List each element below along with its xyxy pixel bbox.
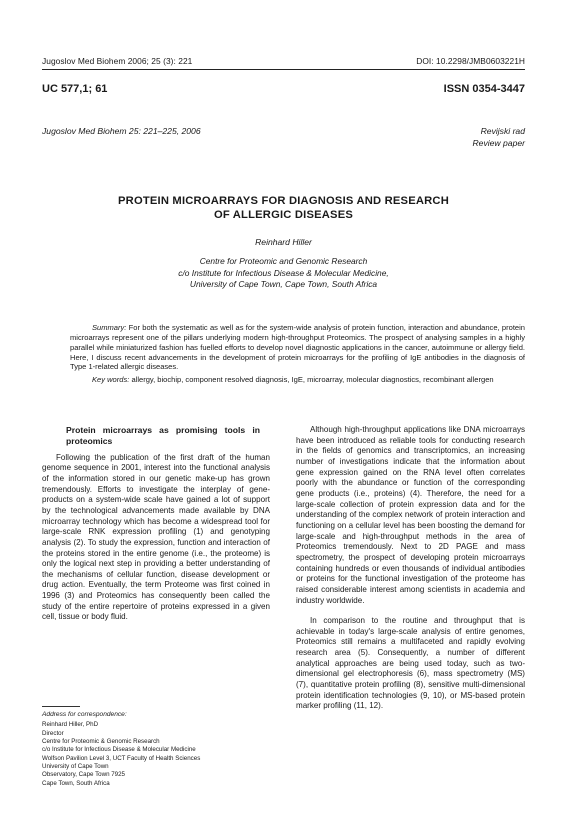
header-rule	[42, 69, 525, 70]
correspondence-line: University of Cape Town	[42, 763, 109, 771]
title-line-2: OF ALLERGIC DISEASES	[213, 208, 354, 221]
udc-code: UC 577,1; 61	[42, 83, 108, 95]
correspondence-line: Wolfson Pavilion Level 3, UCT Faculty of Health Sciences	[42, 754, 201, 762]
correspondence-line: Centre for Proteomic & Genomic Research	[42, 738, 160, 746]
summary	[70, 323, 525, 385]
article-title	[42, 195, 525, 222]
footnote-rule	[42, 706, 80, 707]
summary-label: Summary:	[92, 323, 127, 332]
citation: Jugoslov Med Biohem 25: 221–225, 2006	[42, 126, 201, 136]
author: Reinhard Hiller	[255, 237, 312, 247]
correspondence-line: Cape Town, South Africa	[42, 779, 110, 787]
keywords-text: allergy, biochip, component resolved diagnosis, IgE, microarray, molecular diagnostics, recombinant allergen	[129, 375, 494, 385]
paper-type-sr: Revijski rad	[480, 126, 525, 136]
correspondence-line: Reinhard Hiller, PhD	[42, 721, 99, 729]
title-line-1: PROTEIN MICROARRAYS FOR DIAGNOSIS AND RESEARCH	[118, 195, 449, 207]
correspondence-line: Director	[42, 729, 64, 737]
affiliation	[42, 256, 525, 291]
right-column	[296, 425, 525, 712]
correspondence-label: Address for correspondence:	[42, 711, 127, 718]
section-heading: Protein microarrays as promising tools in proteomics	[66, 425, 260, 446]
doi: DOI: 10.2298/JMB0603221H	[416, 56, 525, 66]
affiliation-line-2: c/o Institute for Infectious Disease & Molecular Medicine,	[178, 267, 389, 278]
summary-paragraph	[70, 323, 525, 372]
left-column	[42, 425, 270, 623]
journal-issue: Jugoslov Med Biohem 2006; 25 (3): 221	[42, 56, 193, 66]
correspondence-line: c/o Institute for Infectious Disease & Molecular Medicine	[42, 746, 196, 754]
affiliation-line-1: Centre for Proteomic and Genomic Research	[199, 256, 368, 266]
summary-text: For both the systematic as well as for the system-wide analysis of protein function, interaction and abundance, protein microarrays represent one of the pillars underlying modern high-throughput Proteomics. The prospect of analysing samples in a highly parallel while miniaturized fashion has fuelled efforts to develop novel diagnostic applications in the cancer, autoimmune or allergy field. Here, I discuss recent advancements in the development of protein microarrays for the profiling of IgE antibodies in the diagnosis of Type 1-related allergic diseases.	[70, 323, 525, 372]
keywords-label: Key words:	[92, 375, 130, 385]
left-paragraph-1: Following the publication of the first draft of the human genome sequence in 2001, interest into the functional analysis of the information stored in our genetic make-up has grown tremendously. Efforts to investigate the interplay of gene-products on a system-wide scale have gained a lot of support by the technological advancements made available by DNA microarray technology which has become a widespread tool for large-scale RNK expression profiling (1) and genotyping analysis (2). To study the expression, function and interaction of the proteins stored in the entire genome (i.e., the proteome) is only the logical next step in providing a better understanding of the mechanisms of cellular function, disease development or drug action. Eventually, the term Proteome was first coined in 1996 (3) and Proteomics has consequently been called the study of the entire repertoire of proteins expressed in a given cell, tissue or body fluid.	[42, 452, 270, 622]
affiliation-line-3: University of Cape Town, Cape Town, South Africa	[189, 279, 378, 290]
issn: ISSN 0354-3447	[443, 83, 525, 95]
correspondence-block	[42, 711, 272, 788]
right-paragraph-1: Although high-throughput applications like DNA microarrays have been introduced as reliable tools for conducting research in the fields of genomics and transcriptomics, an increasing number of investigations indicate that the information about gene expression gained on the RNA level often correlates poorly with the abundance or function of the corresponding gene products (i.e., proteins) (4). Therefore, the need for a large-scale collection of protein expression data and for the understanding of the complex network of protein interaction and functioning on a cellular level has been boosting the demand for large-scale and high-throughput methods in the area of Proteomics tremendously. Next to 2D PAGE and mass spectrometry, the prospect of developing protein microarrays containing hundreds or even thousands of individual antibodies or proteins for the functional investigation of the proteome has raised considerable interest among scientists in academia and industry worldwide.	[296, 425, 525, 605]
paper-type-en: Review paper	[472, 138, 525, 148]
correspondence-line: Observatory, Cape Town 7925	[42, 771, 126, 779]
right-paragraph-2: In comparison to the routine and throughput that is achievable in today's large-scale analysis of entire genomes, Proteomics still remains a multifaceted and rapidly evolving research area (5). Consequently, a number of different analytical approaches are being used today, such as two-dimensional gel electrophoresis (6), mass spectrometry (MS) (7), quantitative protein profiling (8), sensitive multi-dimensional protein identification technologies (9, 10), or MS-based protein marker profiling (11, 12).	[296, 616, 525, 711]
keywords-paragraph	[70, 375, 525, 385]
